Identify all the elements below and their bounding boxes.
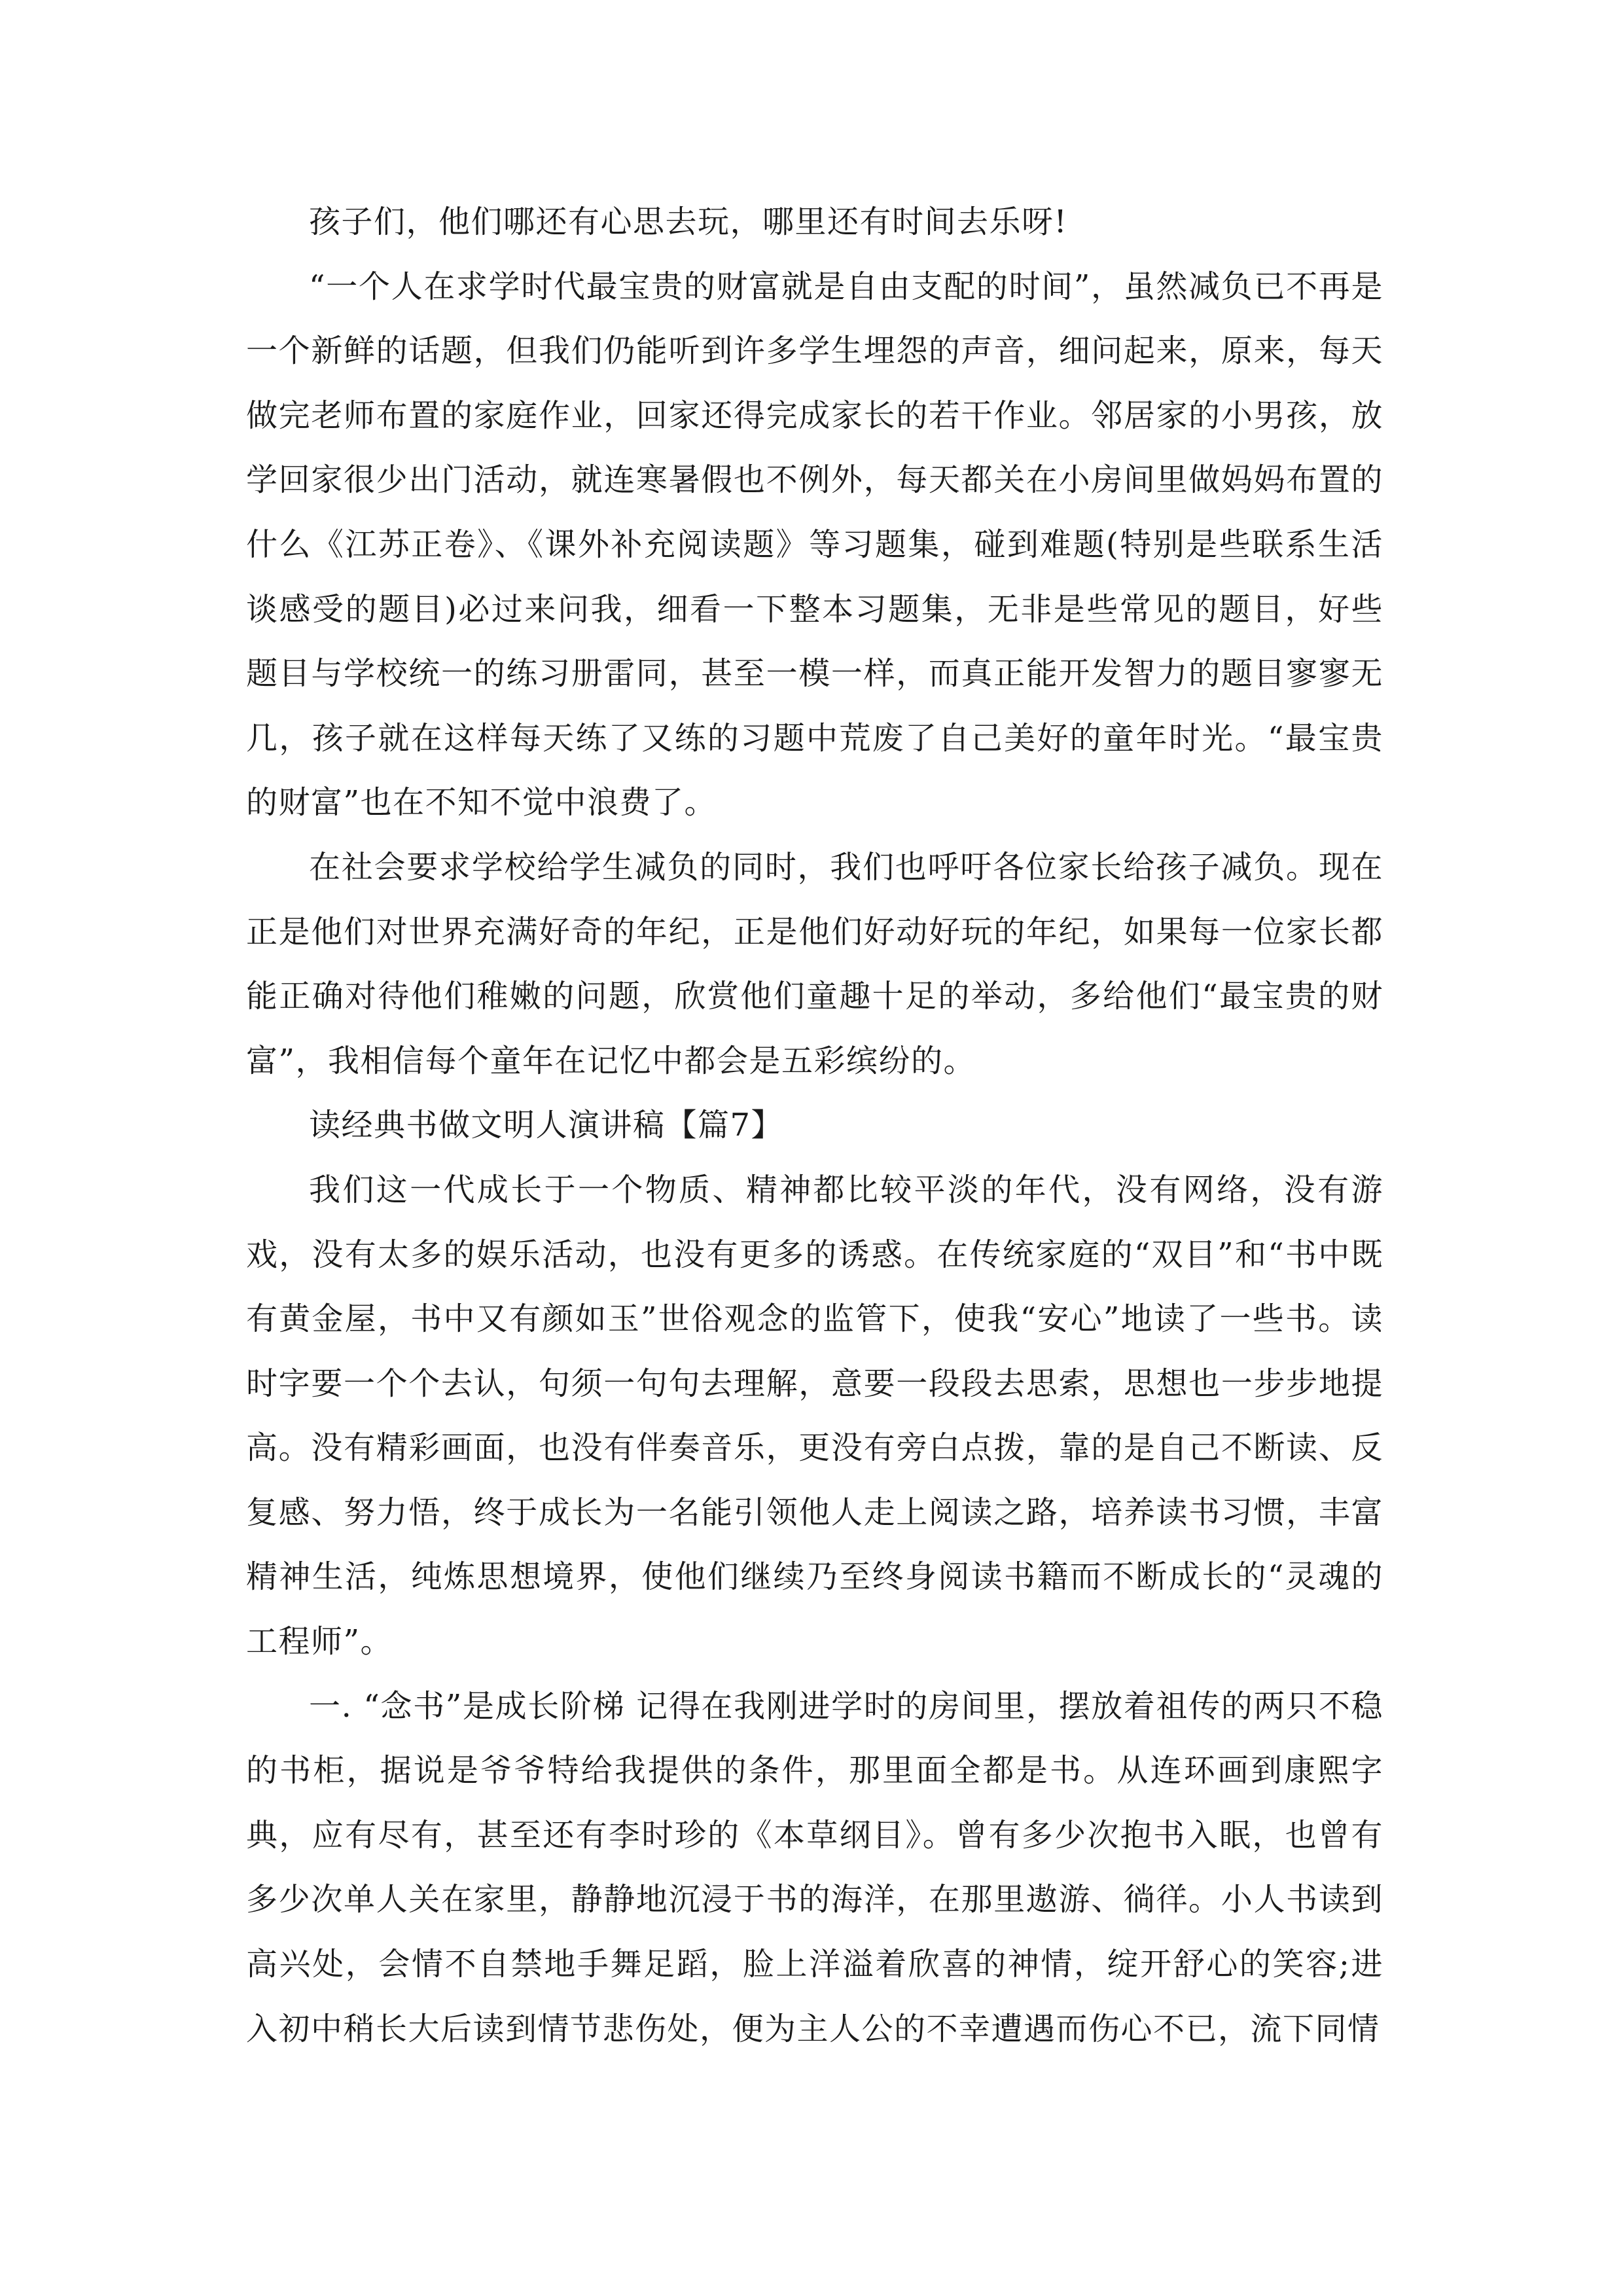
body-text xyxy=(246,190,1383,2061)
paragraph-1: 孩子们，他们哪还有心思去玩，哪里还有时间去乐呀! xyxy=(309,204,1068,240)
paragraph-4: 我们这一代成长于一个物质、精神都比较平淡的年代，没有网络，没有游戏，没有太多的娱乐活动，也没有更多的诱惑。在传统家庭的“双目”和“书中既有黄金屋，书中又有颜如玉”世俗观念的监管下，使我“安心”地读了一些书。读时字要一个个去认，句须一句句去理解，意要一段段去思索，思想也一步步地提高。没有精彩画面，也没有伴奏音乐，更没有旁白点拨，靠的是自己不断读、反复感、努力悟，终于成长为一名能引领他人走上阅读之路，培养读书习惯，丰富精神生活，纯炼思想境界，使他们继续乃至终身阅读书籍而不断成长的“灵魂的工程师”。 xyxy=(246,1171,1383,1660)
paragraph-2: “一个人在求学时代最宝贵的财富就是自由支配的时间”，虽然减负已不再是一个新鲜的话题，但我们仍能听到许多学生埋怨的声音，细问起来，原来，每天做完老师布置的家庭作业，回家还得完成家长的若干作业。邻居家的小男孩，放学回家很少出门活动，就连寒暑假也不例外，每天都关在小房间里做妈妈布置的什么《江苏正卷》、《课外补充阅读题》等习题集，碰到难题(特别是些联系生活谈感受的题目)必过来问我，细看一下整本习题集，无非是些常见的题目，好些题目与学校统一的练习册雷同，甚至一模一样，而真正能开发智力的题目寥寥无几，孩子就在这样每天练了又练的习题中荒废了自己美好的童年时光。“最宝贵的财富”也在不知不觉中浪费了。 xyxy=(246,268,1383,821)
paragraph-3: 在社会要求学校给学生减负的同时，我们也呼吁各位家长给孩子减负。现在正是他们对世界充满好奇的年纪，正是他们好动好玩的年纪，如果每一位家长都能正确对待他们稚嫩的问题，欣赏他们童趣十足的举动，多给他们“最宝贵的财富”，我相信每个童年在记忆中都会是五彩缤纷的。 xyxy=(246,848,1383,1079)
paragraph-5: 一. “念书”是成长阶梯 记得在我刚进学时的房间里，摆放着祖传的两只不稳的书柜，据说是爷爷特给我提供的条件，那里面全都是书。从连环画到康熙字典，应有尽有，甚至还有李时珍的《本草纲目》。曾有多少次抱书入眠，也曾有多少次单人关在家里，静静地沉浸于书的海洋，在那里遨游、徜徉。小人书读到高兴处，会情不自禁地手舞足蹈，脸上洋溢着欣喜的神情，绽开舒心的笑容;进入初中稍长大后读到情节悲伤处，便为主人公的不幸遭遇而伤心不已，流下同情 xyxy=(246,1687,1383,2047)
section-heading: 读经典书做文明人演讲稿【篇7】 xyxy=(309,1107,784,1144)
